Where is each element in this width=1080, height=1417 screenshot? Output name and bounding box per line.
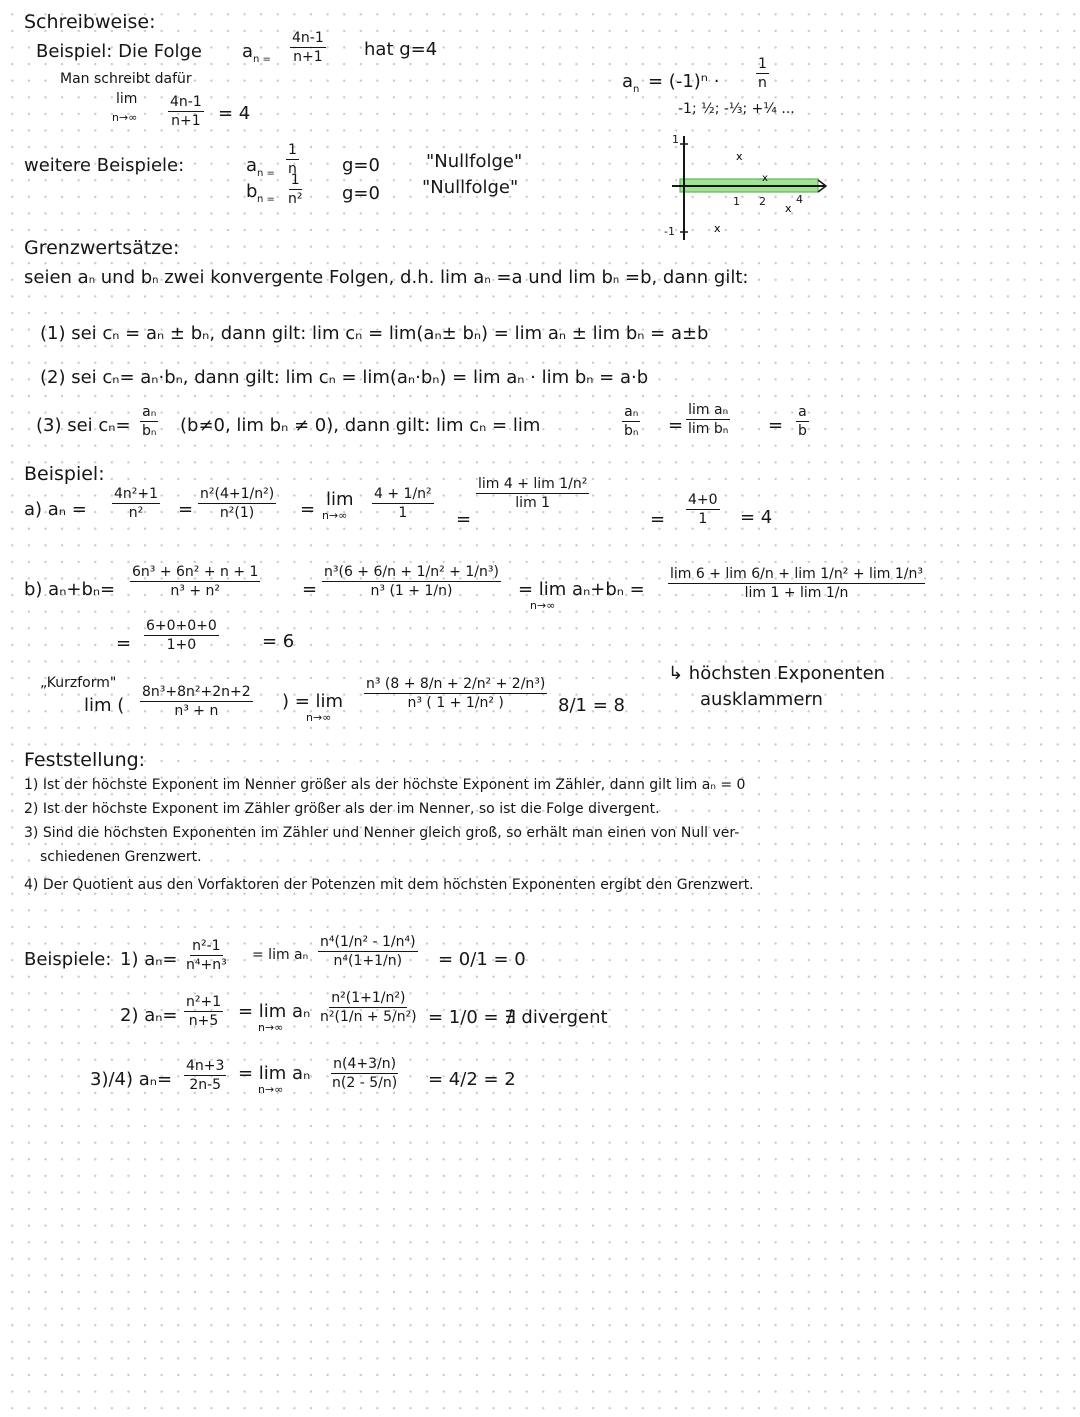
ex-b-mid: = lim aₙ+bₙ = <box>518 579 645 600</box>
beispiel-text: Beispiel: Die Folge <box>36 41 202 62</box>
kurzform-label: „Kurzform" <box>40 675 117 691</box>
heading-schreibweise: Schreibweise: <box>24 11 156 33</box>
bsp1-label: 1) aₙ= <box>120 949 178 970</box>
svg-text:x: x <box>762 173 768 184</box>
bsp2-mid: = lim aₙ <box>238 1001 311 1022</box>
bsp2-result: = 1/0 = ∄ divergent <box>428 1007 608 1028</box>
kurzform-lim: lim ( <box>84 695 125 716</box>
kurzform-lim2: ) = lim <box>282 691 344 712</box>
feststellung-4: 4) Der Quotient aus den Vorfaktoren der Potenzen mit dem höchsten Exponenten ergibt den Grenzwert. <box>24 877 754 893</box>
graph-y-top: 1 <box>672 133 679 146</box>
feststellung-1: 1) Ist der höchste Exponent im Nenner größer als der höchste Exponent im Zähler, dann gilt lim aₙ = 0 <box>24 777 746 793</box>
bsp1-mid: = lim aₙ <box>252 947 309 963</box>
kurzform-hint: ↳ höchsten Exponenten <box>668 663 886 684</box>
rule-2: (2) sei cₙ= aₙ·bₙ, dann gilt: lim cₙ = lim(aₙ·bₙ) = lim aₙ · lim bₙ = a·b <box>40 367 649 388</box>
rule-3-eq2: = <box>768 415 784 436</box>
weitere-an-label: "Nullfolge" <box>426 151 523 172</box>
ex-a-frac5: $\frac{4+0}{1}$ <box>688 492 718 528</box>
bsp2-label: 2) aₙ= <box>120 1005 178 1026</box>
feststellung-3: 3) Sind die höchsten Exponenten im Zähler und Nenner gleich groß, so erhält man einen von Null ver- <box>24 825 740 841</box>
svg-text:x: x <box>736 150 743 163</box>
rule-3-frac1: $\frac{\text{aₙ}}{\text{bₙ}}$ <box>142 404 157 440</box>
bsp2-frac2: $\frac{\text{n²(1+1/n²)}}{\text{n²(1/n + 5/n²)}}$ <box>320 990 417 1026</box>
heading-grenzwertsaetze: Grenzwertsätze: <box>24 237 180 259</box>
ex-a-result: = 4 <box>740 507 773 528</box>
lim-subscript: n→∞ <box>112 111 138 124</box>
man-schreibt: Man schreibt dafür <box>60 71 192 87</box>
bsp1-result: = 0/1 = 0 <box>438 949 526 970</box>
beispiel-fraction: $\frac{4n-1}{n+1}$ <box>292 30 324 66</box>
weitere-beispiele: weitere Beispiele: <box>24 155 185 176</box>
graph-formula-a: a <box>622 71 634 92</box>
graph-terms: -1; ½; -⅓; +¼ ... <box>678 101 795 117</box>
rule-3-start: (3) sei cₙ= <box>36 415 131 436</box>
heading-beispiel: Beispiel: <box>24 463 105 485</box>
ex-a-label: a) aₙ = <box>24 499 87 520</box>
lim-word: lim <box>116 91 138 107</box>
ex-b-frac4: $\frac{6+0+0+0}{1+0}$ <box>146 618 217 654</box>
bsp3-frac1: $\frac{4n+3}{2n-5}$ <box>186 1058 225 1094</box>
rule-3-frac4: $\frac{a}{b}$ <box>798 404 807 440</box>
ex-b-frac1: $\frac{\text{6n³ + 6n² + n + 1}}{\text{n³ + n²}}$ <box>132 564 259 600</box>
rule-1: (1) sei cₙ = aₙ ± bₙ, dann gilt: lim cₙ = lim(aₙ± bₙ) = lim aₙ ± lim bₙ = a±b <box>40 323 709 344</box>
ex-b-frac3: $\frac{\text{lim 6 + lim 6/n + lim 1/n² + lim 1/n³}}{\lim 1 + \lim 1/n}$ <box>670 566 923 602</box>
rule-3-eq: = <box>668 415 684 436</box>
bsp2-frac1: $\frac{\text{n²+1}}{n+5}$ <box>186 994 222 1030</box>
seien-line: seien an und bn zwei konvergente Folgen, d.h. lim an =a und lim bn =b, dann gilt: <box>24 267 749 288</box>
beispiel-an: a <box>242 41 254 62</box>
bsp3-label: 3)/4) aₙ= <box>90 1069 173 1090</box>
kurzform-result: 8/1 = 8 <box>558 695 625 716</box>
ex-a-frac1: $\frac{\text{4n²+1}}{\text{n²}}$ <box>114 486 159 522</box>
svg-text:x: x <box>785 202 792 215</box>
rule-3-mid: (b≠0, lim bₙ ≠ 0), dann gilt: lim cₙ = lim <box>180 415 541 436</box>
feststellung-3b: schiedenen Grenzwert. <box>40 849 202 865</box>
graph-x1: 1 <box>733 195 740 208</box>
beispiel-hat: hat g=4 <box>364 39 438 60</box>
rule-3-frac2: $\frac{\text{aₙ}}{\text{bₙ}}$ <box>624 404 639 440</box>
graph-formula-fraction: $\frac{1}{n}$ <box>758 56 767 92</box>
bsp1-frac2: $\frac{\text{n⁴(1/n² - 1/n⁴)}}{\text{n⁴(1+1/n)}}$ <box>320 934 416 970</box>
ex-a-frac2: $\frac{\text{n²(4+1/n²)}}{\text{n²(1)}}$ <box>200 486 275 522</box>
lim-value: = 4 <box>218 103 251 124</box>
kurzform-hint2: ausklammern <box>700 689 823 710</box>
ex-b-label: b) aₙ+bₙ= <box>24 579 116 600</box>
bsp1-frac1: $\frac{\text{n²-1}}{\text{n⁴+n³}}$ <box>186 938 227 974</box>
weitere-an: a <box>246 155 258 176</box>
kurzform-frac2: $\frac{\text{n³ (8 + 8/n + 2/n² + 2/n³)}}{\text{n³ ( 1 + 1/n² )}}$ <box>366 676 546 712</box>
graph-y-bottom: -1 <box>664 225 675 238</box>
bsp3-mid: = lim aₙ <box>238 1063 311 1084</box>
graph-x4: 4 <box>796 193 803 206</box>
weitere-an-fraction: $\frac{1}{n}$ <box>288 142 297 178</box>
ex-a-frac4: $\frac{\text{lim 4 + lim 1/n²}}{\lim 1}$ <box>478 476 588 512</box>
ex-b-result: = 6 <box>262 631 295 652</box>
bsp3-frac2: $\frac{n(4+3/n)}{n(2 - 5/n)}$ <box>332 1056 398 1092</box>
ex-a-frac3: $\frac{\text{4 + 1/n²}}{1}$ <box>374 486 432 522</box>
weitere-bn: b <box>246 181 258 202</box>
feststellung-2: 2) Ist der höchste Exponent im Zähler größer als der im Nenner, so ist die Folge divergent. <box>24 801 660 817</box>
graph-x2: 2 <box>759 195 766 208</box>
ex-a-lim: lim <box>326 489 354 510</box>
graph-formula: = (-1)ⁿ · <box>648 71 720 92</box>
weitere-bn-fraction: $\frac{1}{\text{n²}}$ <box>288 172 303 208</box>
ex-b-frac2: $\frac{\text{n³(6 + 6/n + 1/n² + 1/n³)}}{\text{n³ (1 + 1/n)}}$ <box>324 564 499 600</box>
weitere-an-g: g=0 <box>342 155 380 176</box>
weitere-bn-g: g=0 <box>342 183 380 204</box>
heading-feststellung: Feststellung: <box>24 749 146 771</box>
svg-text:x: x <box>714 222 721 235</box>
beispiele-label: Beispiele: <box>24 949 112 970</box>
weitere-bn-label: "Nullfolge" <box>422 177 519 198</box>
bsp3-result: = 4/2 = 2 <box>428 1069 516 1090</box>
lim-fraction: $\frac{4n-1}{n+1}$ <box>170 94 202 130</box>
rule-3-frac3: $\frac{\text{lim aₙ}}{\text{lim bₙ}}$ <box>688 402 729 438</box>
kurzform-frac1: $\frac{\text{8n³+8n²+2n+2}}{\text{n³ + n}}$ <box>142 684 251 720</box>
